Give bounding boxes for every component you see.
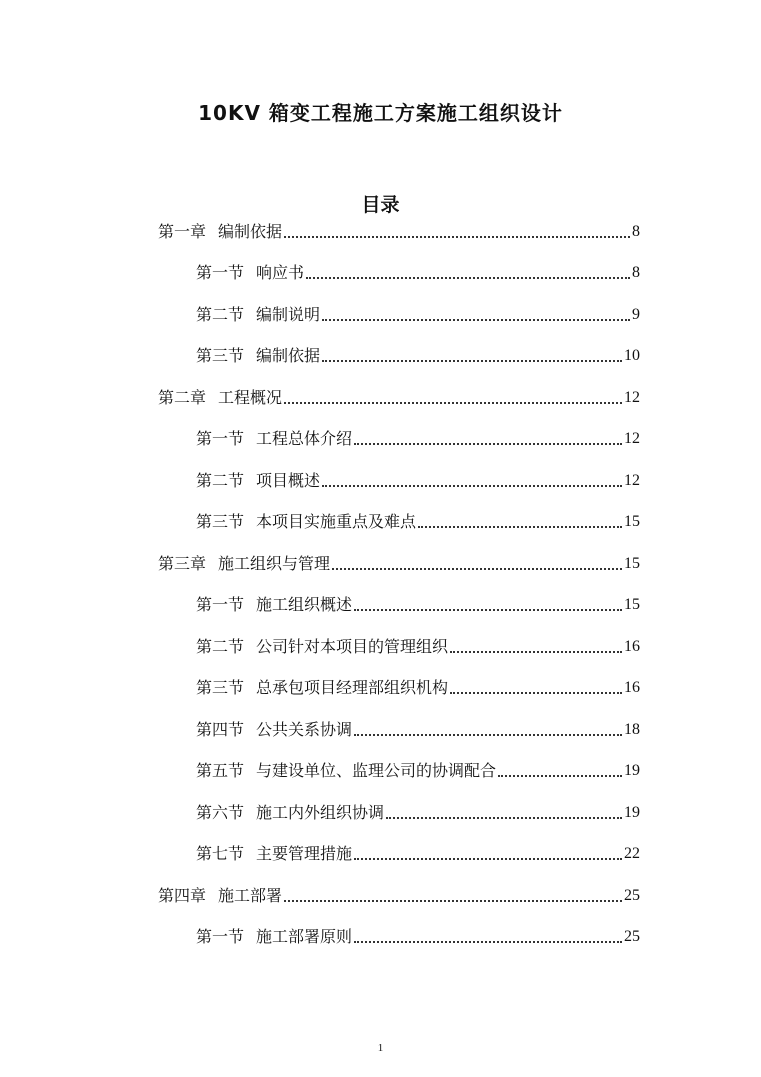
dot-leader [354, 941, 622, 943]
toc-entry-title: 工程概况 [218, 388, 283, 407]
toc-entry-title: 与建设单位、监理公司的协调配合 [256, 761, 497, 780]
dot-leader [322, 485, 622, 487]
toc-entry-page: 8 [632, 223, 640, 240]
dot-leader [284, 402, 622, 404]
toc-entry-page: 18 [624, 721, 640, 738]
toc-entry-number: 第三章 [158, 554, 207, 573]
toc-entry-title: 公司针对本项目的管理组织 [256, 637, 449, 656]
toc-entry-title: 项目概述 [256, 471, 321, 490]
toc-entry-page: 22 [624, 845, 640, 862]
toc-entry-title: 编制说明 [256, 305, 321, 324]
dot-leader [418, 526, 622, 528]
toc-entry-title: 施工组织概述 [256, 595, 353, 614]
toc-entry-page: 19 [624, 804, 640, 821]
toc-entry-title: 公共关系协调 [256, 720, 353, 739]
dot-leader [354, 858, 622, 860]
toc-entry-page: 15 [624, 513, 640, 530]
toc-entry-number: 第一节 [196, 927, 245, 946]
toc-entry-number: 第三节 [196, 512, 245, 531]
dot-leader [332, 568, 622, 570]
toc-entry-number: 第五节 [196, 761, 245, 780]
toc-entry-number: 第一节 [196, 429, 245, 448]
toc-entry-title: 施工组织与管理 [218, 554, 331, 573]
toc-entry-page: 16 [624, 638, 640, 655]
toc-entry-number: 第一节 [196, 263, 245, 282]
toc-entry-page: 10 [624, 347, 640, 364]
toc-entry-page: 25 [624, 928, 640, 945]
toc-entry-title: 本项目实施重点及难点 [256, 512, 417, 531]
toc-entry[interactable] [196, 593, 640, 617]
page-number: 1 [377, 1042, 384, 1054]
toc-entry[interactable] [196, 759, 640, 783]
toc-entry-page: 12 [624, 430, 640, 447]
dot-leader [354, 609, 622, 611]
toc-entry[interactable] [196, 635, 640, 659]
toc-entry-number: 第二节 [196, 471, 245, 490]
toc-entry-page: 9 [632, 306, 640, 323]
toc-entry[interactable] [196, 718, 640, 742]
toc-entry-title: 施工部署原则 [256, 927, 353, 946]
toc-entry-number: 第一章 [158, 222, 207, 241]
dot-leader [354, 734, 622, 736]
toc-entry-number: 第一节 [196, 595, 245, 614]
dot-leader [284, 236, 630, 238]
toc-entry-page: 25 [624, 887, 640, 904]
toc-entry-title: 主要管理措施 [256, 844, 353, 863]
toc-entry-title: 响应书 [256, 263, 305, 282]
toc-entry-title: 总承包项目经理部组织机构 [256, 678, 449, 697]
toc-entry[interactable] [196, 427, 640, 451]
toc-entry[interactable] [196, 676, 640, 700]
toc-entry-number: 第三节 [196, 678, 245, 697]
toc-entry-page: 8 [632, 264, 640, 281]
toc-entry-page: 15 [624, 555, 640, 572]
toc-entry[interactable] [196, 510, 640, 534]
dot-leader [450, 651, 622, 653]
toc-entry-page: 12 [624, 389, 640, 406]
toc-heading: 目录 [361, 194, 400, 216]
document-title: 10KV 箱变工程施工方案施工组织设计 [198, 101, 563, 125]
toc-entry-title: 编制依据 [218, 222, 283, 241]
dot-leader [498, 775, 622, 777]
dot-leader [284, 900, 622, 902]
toc-entry-number: 第四节 [196, 720, 245, 739]
toc-entry[interactable] [196, 925, 640, 949]
dot-leader [322, 319, 630, 321]
dot-leader [354, 443, 622, 445]
toc-entry[interactable] [196, 842, 640, 866]
toc-entry[interactable] [158, 386, 640, 410]
dot-leader [386, 817, 622, 819]
toc-entry[interactable] [196, 801, 640, 825]
toc-entry[interactable] [158, 220, 640, 244]
toc-entry-number: 第二节 [196, 637, 245, 656]
toc-entry-title: 施工内外组织协调 [256, 803, 385, 822]
toc-entry[interactable] [158, 884, 640, 908]
dot-leader [306, 277, 630, 279]
toc-entry-title: 施工部署 [218, 886, 283, 905]
toc-entry-number: 第六节 [196, 803, 245, 822]
toc-entry[interactable] [158, 552, 640, 576]
toc-entry-title: 编制依据 [256, 346, 321, 365]
toc-entry-page: 15 [624, 596, 640, 613]
dot-leader [322, 360, 622, 362]
toc-entry-page: 16 [624, 679, 640, 696]
toc-entry-number: 第二节 [196, 305, 245, 324]
toc-entry-page: 19 [624, 762, 640, 779]
toc-entry-title: 工程总体介绍 [256, 429, 353, 448]
toc-entry-number: 第四章 [158, 886, 207, 905]
toc-entry-number: 第三节 [196, 346, 245, 365]
dot-leader [450, 692, 622, 694]
toc-entry-page: 12 [624, 472, 640, 489]
toc-entry[interactable] [196, 303, 640, 327]
toc-entry[interactable] [196, 469, 640, 493]
toc-entry[interactable] [196, 344, 640, 368]
toc-entry-number: 第七节 [196, 844, 245, 863]
toc-entry-number: 第二章 [158, 388, 207, 407]
toc-entry[interactable] [196, 261, 640, 285]
